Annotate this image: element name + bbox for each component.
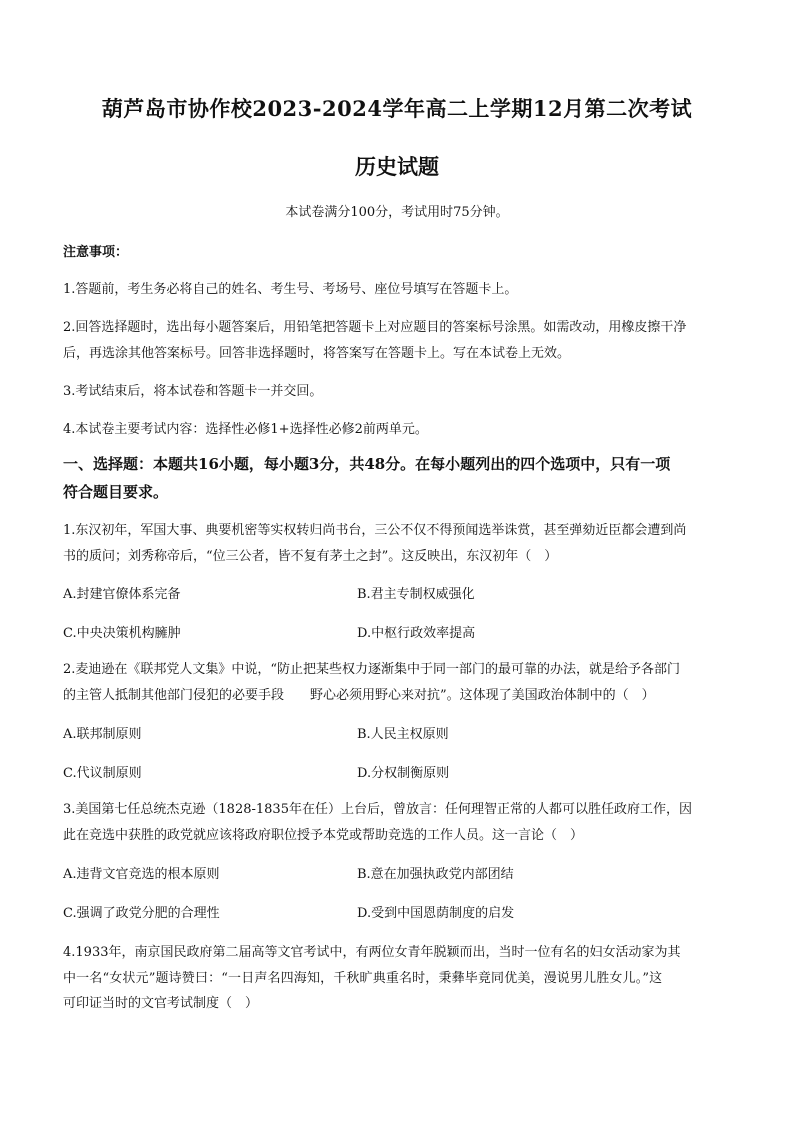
option-a: A.违背文官竞选的根本原则 bbox=[63, 867, 220, 882]
option-a: A.封建官僚体系完备 bbox=[63, 587, 181, 602]
note-item: 3.考试结束后，将本试卷和答题卡一并交回。 bbox=[63, 384, 323, 399]
page-subtitle: 历史试题 bbox=[355, 154, 439, 179]
note-item: 后，再选涂其他答案标号。回答非选择题时，将答案写在答题卡上。写在本试卷上无效。 bbox=[63, 346, 571, 361]
section-heading: 一、选择题：本题共16小题，每小题3分，共48分。在每小题列出的四个选项中，只有一项 bbox=[63, 455, 671, 473]
question-stem: 中一名“女状元”题诗赞曰：“一日声名四海知，千秋旷典重名时，秉彝毕竟同优美，漫说男儿胜女儿。”这 bbox=[63, 971, 663, 986]
option-b: B.君主专制权威强化 bbox=[357, 587, 475, 602]
page-title: 葫芦岛市协作校2023-2024学年高二上学期12月第二次考试 bbox=[101, 96, 693, 121]
option-b: B.意在加强执政党内部团结 bbox=[357, 867, 514, 882]
question-stem: 此在竞选中获胜的政党就应该将政府职位授予本党或帮助竞选的工作人员。这一言论（ ） bbox=[63, 828, 584, 843]
question-stem: 3.美国第七任总统杰克逊（1828-1835年在任）上台后，曾放言：任何理智正常的人都可以胜任政府工作，因 bbox=[63, 802, 692, 817]
option-a: A.联邦制原则 bbox=[63, 727, 142, 742]
section-heading: 符合题目要求。 bbox=[63, 483, 169, 501]
note-item: 2.回答选择题时，选出每小题答案后，用铅笔把答题卡上对应题目的答案标号涂黑。如需改动，用橡皮擦干净 bbox=[63, 320, 687, 335]
question-stem: 书的质问；刘秀称帝后，“位三公者，皆不复有茅土之封”。这反映出，东汉初年（ ） bbox=[63, 549, 558, 564]
option-c: C.代议制原则 bbox=[63, 766, 142, 781]
question-stem: 1.东汉初年，军国大事、典要机密等实权转归尚书台，三公不仅不得预闻选举诛赏，甚至弹劾近臣都会遭到尚 bbox=[63, 523, 687, 538]
question-stem: 可印证当时的文官考试制度（ ） bbox=[63, 996, 259, 1011]
note-item: 4.本试卷主要考试内容：选择性必修1+选择性必修2前两单元。 bbox=[63, 422, 428, 437]
question-stem: 的主管人抵制其他部门侵犯的必要手段 野心必须用野心来对抗”。这体现了美国政治体制中的（ ） bbox=[63, 688, 655, 703]
option-d: D.中枢行政效率提高 bbox=[357, 626, 476, 641]
notes-heading: 注意事项： bbox=[63, 245, 129, 260]
note-item: 1.答题前，考生务必将自己的姓名、考生号、考场号、座位号填写在答题卡上。 bbox=[63, 282, 518, 297]
option-d: D.分权制衡原则 bbox=[357, 766, 450, 781]
option-c: C.中央决策机构臃肿 bbox=[63, 626, 181, 641]
option-b: B.人民主权原则 bbox=[357, 727, 449, 742]
question-stem: 2.麦迪逊在《联邦党人文集》中说，“防止把某些权力逐渐集中于同一部门的最可靠的办法，就是给予各部门 bbox=[63, 662, 681, 677]
option-c: C.强调了政党分肥的合理性 bbox=[63, 906, 220, 921]
option-d: D.受到中国恩荫制度的启发 bbox=[357, 906, 515, 921]
exam-meta: 本试卷满分100分，考试用时75分钟。 bbox=[285, 205, 509, 220]
question-stem: 4.1933年，南京国民政府第二届高等文官考试中，有两位女青年脱颖而出，当时一位有名的妇女活动家为其 bbox=[63, 945, 681, 960]
